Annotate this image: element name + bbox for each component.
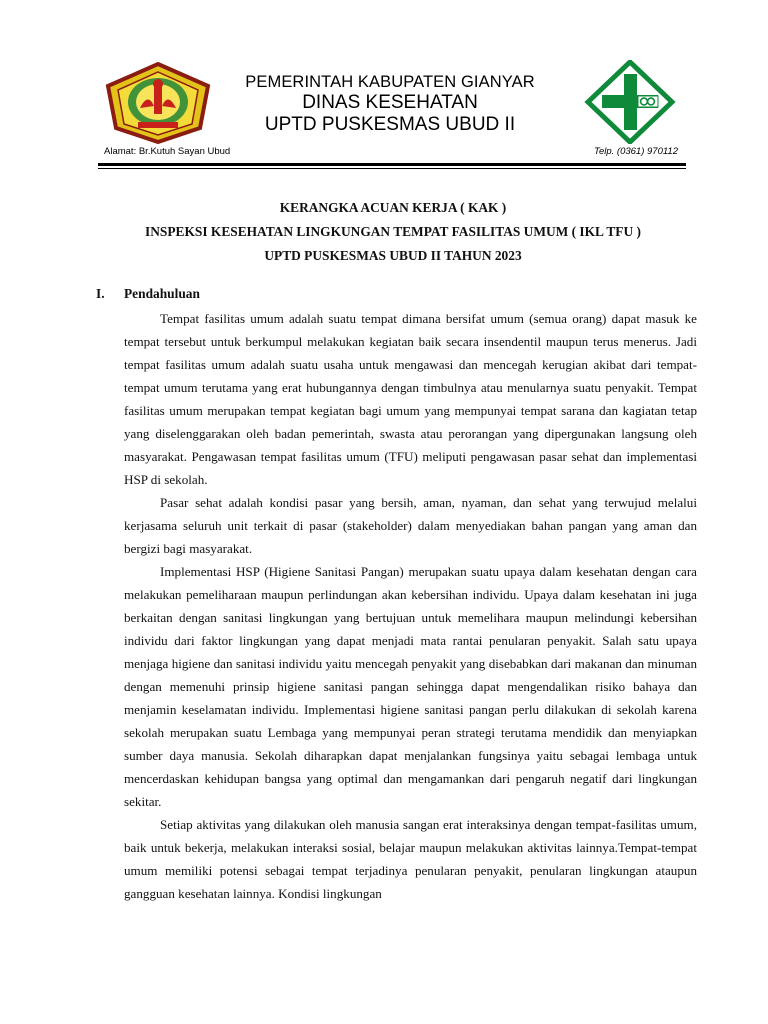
section-body (124, 307, 697, 905)
puskesmas-cross-logo-icon (584, 60, 676, 144)
letterhead-text (210, 72, 570, 136)
letterhead-line-2: DINAS KESEHATAN (302, 92, 478, 113)
paragraph: Pasar sehat adalah kondisi pasar yang bersih, aman, nyaman, dan sehat yang terwujud melalui kerjasama seluruh unit terkait di pasar (stakeholder) dalam menyediakan bahan pangan yang aman dan bergizi bagi masyarakat. (124, 495, 697, 556)
title-line-1: KERANGKA ACUAN KERJA ( KAK ) (279, 200, 507, 215)
letterhead-line-3: UPTD PUSKESMAS UBUD II (264, 114, 516, 135)
section-title: Pendahuluan (124, 286, 200, 301)
section-heading (96, 286, 200, 302)
kabupaten-gianyar-emblem-icon (104, 62, 212, 144)
document-title (92, 196, 694, 268)
address-text: Alamat: Br.Kutuh Sayan Ubud (104, 146, 231, 157)
paragraph: Implementasi HSP (Higiene Sanitasi Pangan) merupakan suatu upaya dalam kesehatan dengan cara melakukan pemeliharaan maupun perlindungan akan kebersihan individu. Upaya dalam kesehatan ini juga berkaitan dengan sanitasi lingkungan yang bertujuan untuk memelihara maupun melindungi kebersihan individu dari faktor lingkungan yang dapat menjadi mata rantai penularan penyakit. Salah satu upaya menjaga higiene dan sanitasi individu yaitu mencegah penyakit yang disebabkan dari makanan dan minuman dengan memenuhi prinsip higiene sanitasi pangan sehingga dapat mengendalikan risiko bahaya dan menjamin keselamatan individu. Implementasi higiene sanitasi pangan perlu dilakukan di sekolah karena sekolah merupakan suatu Lembaga yang mempunyai peran strategi terutama mendidik dan menyiapkan sumber daya manusia. Sekolah diharapkan dapat menjalankan fungsinya yaitu sebagai lembaga untuk mencerdaskan kehidupan bangsa yang optimal dan mengamankan dari pengaruh negatif dari lingkungan sekitar. (124, 564, 697, 809)
paragraph: Setiap aktivitas yang dilakukan oleh manusia sangan erat interaksinya dengan tempat-fasilitas umum, baik untuk bekerja, melakukan interaksi sosial, belajar maupun melakukan aktivitas lainnya.Tempat-tempat umum memiliki potensi sebagai tempat terjadinya penularan penyakit, penularan lingkungan ataupun gangguan kesehatan lainnya. Kondisi lingkungan (124, 817, 697, 901)
phone-text: Telp. (0361) 970112 (594, 146, 678, 157)
title-line-3: UPTD PUSKESMAS UBUD II TAHUN 2023 (264, 248, 522, 263)
letterhead-divider-thick (98, 163, 686, 166)
title-line-2: INSPEKSI KESEHATAN LINGKUNGAN TEMPAT FASILITAS UMUM ( IKL TFU ) (145, 224, 641, 239)
section-number: I. (96, 286, 105, 301)
letterhead-divider-thin (98, 168, 686, 169)
letterhead-line-1: PEMERINTAH KABUPATEN GIANYAR (245, 73, 535, 91)
paragraph: Tempat fasilitas umum adalah suatu tempat dimana bersifat umum (semua orang) dapat masuk ke tempat tersebut untuk berkumpul melakukan kegiatan baik secara insendentil maupun terus menerus. Jadi tempat fasilitas umum adalah suatu usaha untuk mengawasi dan mencegah kerugian akibat dari tempat-tempat umum terutama yang erat hubungannya dengan timbulnya atau menularnya suatu penyakit. Tempat fasilitas umum merupakan tempat kegiatan bagi umum yang mempunyai tempat sarana dan kagiatan tetap yang diselenggarakan oleh badan pemerintah, swasta atau perorangan yang dipergunakan langsung oleh masyarakat. Pengawasan tempat fasilitas umum (TFU) meliputi pengawasan pasar sehat dan implementasi HSP di sekolah. (124, 311, 697, 487)
